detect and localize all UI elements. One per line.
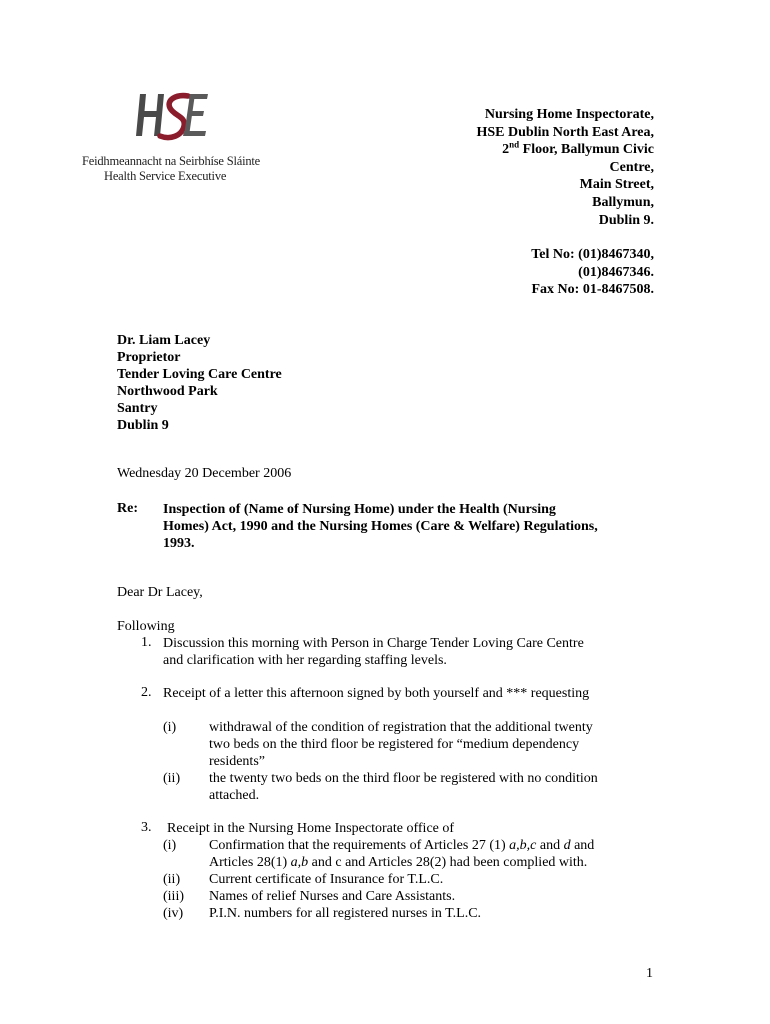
recipient-title: Proprietor (117, 350, 181, 365)
logo-english-text: Health Service Executive (104, 169, 227, 183)
sublist-number: (iv) (163, 906, 184, 921)
sublist-number: (iii) (163, 889, 184, 904)
tel-line: (01)8467346. (578, 264, 654, 280)
address-line: 2nd Floor, Ballymun Civic (502, 139, 654, 158)
sublist-number: (ii) (163, 872, 181, 887)
sublist-number: (i) (163, 838, 177, 853)
tel-line: Tel No: (01)8467340, (531, 247, 654, 262)
list-item: Receipt of a letter this afternoon signed by both yourself and *** requesting (163, 686, 590, 701)
sublist-item: Names of relief Nurses and Care Assistants. (209, 889, 456, 904)
sublist-number: (ii) (163, 771, 181, 786)
address-line: HSE Dublin North East Area, (476, 124, 654, 140)
list-number: 2. (141, 685, 152, 700)
address-line: Centre, (609, 159, 654, 175)
sublist-item: withdrawal of the condition of registration that the additional twenty two beds on the third floor be registered for “medium dependency residents” (209, 720, 593, 769)
list-number: 3. (141, 820, 152, 835)
letter-date: Wednesday 20 December 2006 (117, 466, 292, 481)
page-number: 1 (646, 966, 653, 981)
address-line: Main Street, (579, 177, 654, 193)
sublist-item: P.I.N. numbers for all registered nurses in T.L.C. (209, 906, 482, 921)
sublist-item: Current certificate of Insurance for T.L.C. (209, 872, 444, 887)
recipient-name: Dr. Liam Lacey (117, 333, 211, 348)
list-item: Discussion this morning with Person in Charge Tender Loving Care Centre and clarification with her regarding staffing levels. (163, 636, 584, 668)
address-line: Dublin 9. (598, 212, 654, 228)
recipient-org: Tender Loving Care Centre (117, 367, 282, 382)
recipient-address (117, 332, 282, 434)
salutation: Dear Dr Lacey, (117, 585, 203, 600)
recipient-area: Santry (117, 401, 158, 416)
recipient-street: Northwood Park (117, 384, 218, 399)
fax-line: Fax No: 01-8467508. (531, 282, 654, 298)
sender-address (477, 106, 655, 229)
hse-logo-mark (126, 86, 226, 152)
address-line: Nursing Home Inspectorate, (484, 107, 654, 122)
re-subject: Inspection of (Name of Nursing Home) under the Health (Nursing Homes) Act, 1990 and the Nursing Homes (Care & Welfare) Regulations, 1993. (163, 502, 598, 551)
following-text: Following (117, 619, 175, 634)
sublist-item: the twenty two beds on the third floor be registered with no condition attached. (209, 771, 598, 803)
sublist-number: (i) (163, 720, 177, 735)
list-number: 1. (141, 635, 152, 650)
logo-irish-text: Feidhmeannacht na Seirbhíse Sláinte (82, 154, 261, 168)
list-item: Receipt in the Nursing Home Inspectorate office of (167, 821, 455, 836)
recipient-city: Dublin 9 (117, 418, 169, 433)
hse-logo (82, 86, 262, 186)
address-line: Ballymun, (592, 194, 654, 210)
sublist-item: Confirmation that the requirements of Articles 27 (1) a,b,c and d and Articles 28(1) a,b and c and Articles 28(2) had been complied with. (209, 838, 595, 870)
contact-numbers (531, 246, 654, 299)
re-label: Re: (117, 501, 138, 516)
